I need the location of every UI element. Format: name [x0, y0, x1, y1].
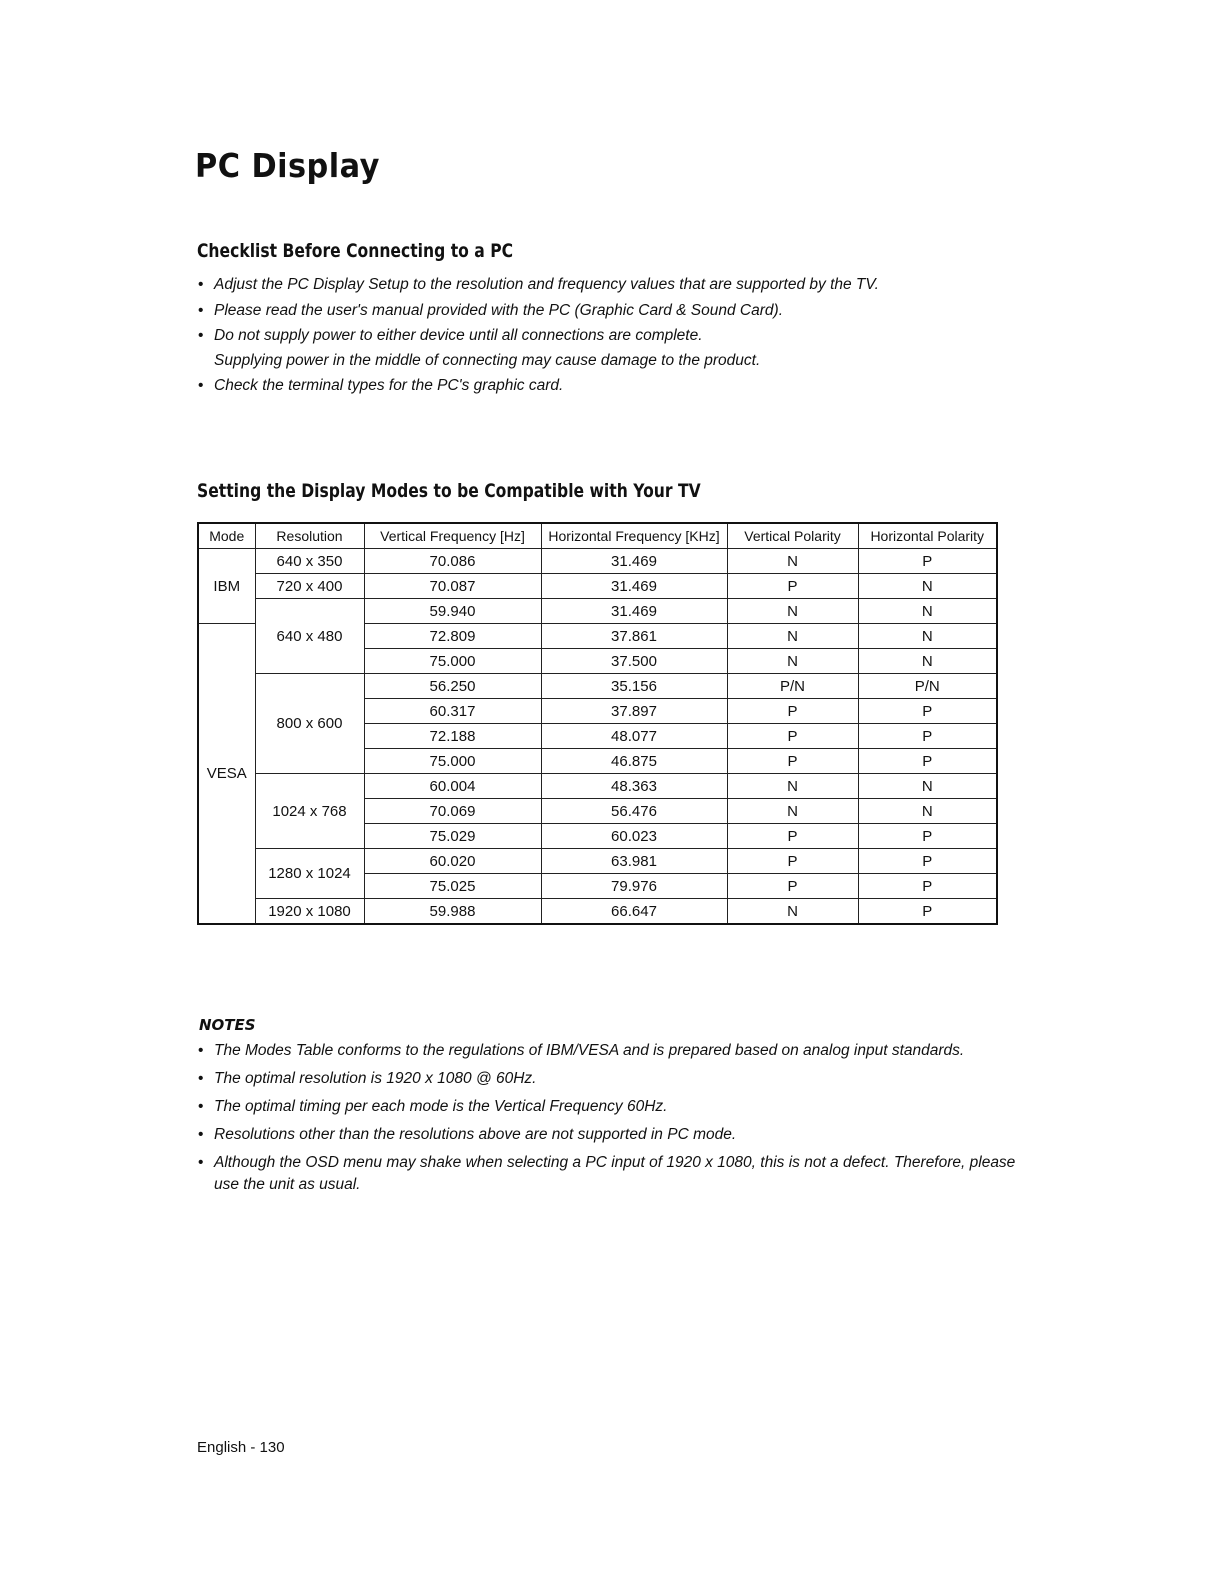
horizontal-polarity-cell: P/N	[858, 674, 997, 699]
checklist	[197, 273, 879, 399]
resolution-cell: 720 x 400	[255, 574, 364, 599]
vertical-frequency-cell: 72.188	[364, 724, 541, 749]
mode-cell: VESA	[198, 624, 255, 925]
horizontal-polarity-cell: N	[858, 649, 997, 674]
page-footer: English - 130	[197, 1439, 285, 1456]
vertical-frequency-cell: 59.988	[364, 899, 541, 925]
vertical-polarity-cell: N	[727, 599, 858, 624]
vertical-frequency-cell: 56.250	[364, 674, 541, 699]
vertical-polarity-cell: P	[727, 874, 858, 899]
table-row	[198, 849, 997, 874]
header-resolution: Resolution	[255, 523, 364, 549]
resolution-cell: 1920 x 1080	[255, 899, 364, 925]
horizontal-frequency-cell: 37.861	[541, 624, 727, 649]
horizontal-polarity-cell: P	[858, 849, 997, 874]
horizontal-frequency-cell: 56.476	[541, 799, 727, 824]
horizontal-frequency-cell: 35.156	[541, 674, 727, 699]
note-item: • The optimal resolution is 1920 x 1080 @ 60Hz.	[197, 1068, 1017, 1090]
header-vertical-polarity: Vertical Polarity	[727, 523, 858, 549]
vertical-polarity-cell: N	[727, 649, 858, 674]
horizontal-polarity-cell: N	[858, 599, 997, 624]
horizontal-frequency-cell: 31.469	[541, 574, 727, 599]
horizontal-frequency-cell: 37.897	[541, 699, 727, 724]
resolution-cell: 1280 x 1024	[255, 849, 364, 899]
horizontal-polarity-cell: N	[858, 799, 997, 824]
vertical-polarity-cell: N	[727, 774, 858, 799]
horizontal-frequency-cell: 31.469	[541, 599, 727, 624]
table-row	[198, 549, 997, 574]
vertical-polarity-cell: P	[727, 824, 858, 849]
vertical-polarity-cell: N	[727, 899, 858, 925]
horizontal-polarity-cell: P	[858, 724, 997, 749]
vertical-frequency-cell: 75.000	[364, 749, 541, 774]
header-vertical-frequency: Vertical Frequency [Hz]	[364, 523, 541, 549]
horizontal-frequency-cell: 37.500	[541, 649, 727, 674]
resolution-cell: 800 x 600	[255, 674, 364, 774]
checklist-heading: Checklist Before Connecting to a PC	[197, 240, 514, 262]
horizontal-polarity-cell: P	[858, 899, 997, 925]
resolution-cell: 640 x 350	[255, 549, 364, 574]
horizontal-frequency-cell: 60.023	[541, 824, 727, 849]
vertical-frequency-cell: 75.025	[364, 874, 541, 899]
horizontal-polarity-cell: N	[858, 574, 997, 599]
table-row	[198, 599, 997, 624]
horizontal-frequency-cell: 63.981	[541, 849, 727, 874]
table-row	[198, 674, 997, 699]
display-modes-table	[197, 522, 998, 925]
vertical-polarity-cell: P/N	[727, 674, 858, 699]
notes-heading: NOTES	[199, 1016, 256, 1034]
header-horizontal-frequency: Horizontal Frequency [KHz]	[541, 523, 727, 549]
note-item: • Resolutions other than the resolutions above are not supported in PC mode.	[197, 1124, 1017, 1146]
vertical-polarity-cell: P	[727, 724, 858, 749]
checklist-item: • Adjust the PC Display Setup to the resolution and frequency values that are supported by the TV.	[197, 273, 879, 298]
resolution-cell: 1024 x 768	[255, 774, 364, 849]
horizontal-polarity-cell: P	[858, 699, 997, 724]
horizontal-frequency-cell: 48.077	[541, 724, 727, 749]
vertical-polarity-cell: N	[727, 799, 858, 824]
horizontal-frequency-cell: 31.469	[541, 549, 727, 574]
horizontal-polarity-cell: P	[858, 749, 997, 774]
vertical-frequency-cell: 75.000	[364, 649, 541, 674]
vertical-polarity-cell: P	[727, 699, 858, 724]
vertical-frequency-cell: 60.004	[364, 774, 541, 799]
page-title: PC Display	[195, 146, 380, 185]
vertical-polarity-cell: P	[727, 749, 858, 774]
header-horizontal-polarity: Horizontal Polarity	[858, 523, 997, 549]
checklist-item: • Check the terminal types for the PC's graphic card.	[197, 374, 879, 399]
horizontal-polarity-cell: N	[858, 624, 997, 649]
vertical-polarity-cell: N	[727, 549, 858, 574]
table-header-row	[198, 523, 997, 549]
vertical-frequency-cell: 70.086	[364, 549, 541, 574]
note-item: • Although the OSD menu may shake when selecting a PC input of 1920 x 1080, this is not a defect. Therefore, please use the unit as usual.	[197, 1152, 1017, 1196]
horizontal-frequency-cell: 79.976	[541, 874, 727, 899]
vertical-polarity-cell: N	[727, 624, 858, 649]
table-row	[198, 774, 997, 799]
note-item: • The Modes Table conforms to the regulations of IBM/VESA and is prepared based on analog input standards.	[197, 1040, 1017, 1062]
checklist-item: • Do not supply power to either device until all connections are complete. Supplying power in the middle of connecting may cause damage to the product.	[197, 324, 879, 373]
horizontal-frequency-cell: 48.363	[541, 774, 727, 799]
horizontal-polarity-cell: N	[858, 774, 997, 799]
vertical-polarity-cell: P	[727, 574, 858, 599]
vertical-polarity-cell: P	[727, 849, 858, 874]
horizontal-frequency-cell: 46.875	[541, 749, 727, 774]
resolution-cell: 640 x 480	[255, 599, 364, 674]
horizontal-polarity-cell: P	[858, 824, 997, 849]
table-row	[198, 574, 997, 599]
header-mode: Mode	[198, 523, 255, 549]
vertical-frequency-cell: 72.809	[364, 624, 541, 649]
horizontal-polarity-cell: P	[858, 549, 997, 574]
mode-cell: IBM	[198, 549, 255, 624]
table-row	[198, 899, 997, 925]
vertical-frequency-cell: 60.317	[364, 699, 541, 724]
vertical-frequency-cell: 75.029	[364, 824, 541, 849]
vertical-frequency-cell: 60.020	[364, 849, 541, 874]
vertical-frequency-cell: 70.087	[364, 574, 541, 599]
notes-list	[197, 1040, 1017, 1202]
note-item: • The optimal timing per each mode is the Vertical Frequency 60Hz.	[197, 1096, 1017, 1118]
checklist-item: • Please read the user's manual provided with the PC (Graphic Card & Sound Card).	[197, 299, 879, 324]
horizontal-frequency-cell: 66.647	[541, 899, 727, 925]
vertical-frequency-cell: 59.940	[364, 599, 541, 624]
horizontal-polarity-cell: P	[858, 874, 997, 899]
vertical-frequency-cell: 70.069	[364, 799, 541, 824]
display-modes-heading: Setting the Display Modes to be Compatible with Your TV	[197, 480, 701, 502]
